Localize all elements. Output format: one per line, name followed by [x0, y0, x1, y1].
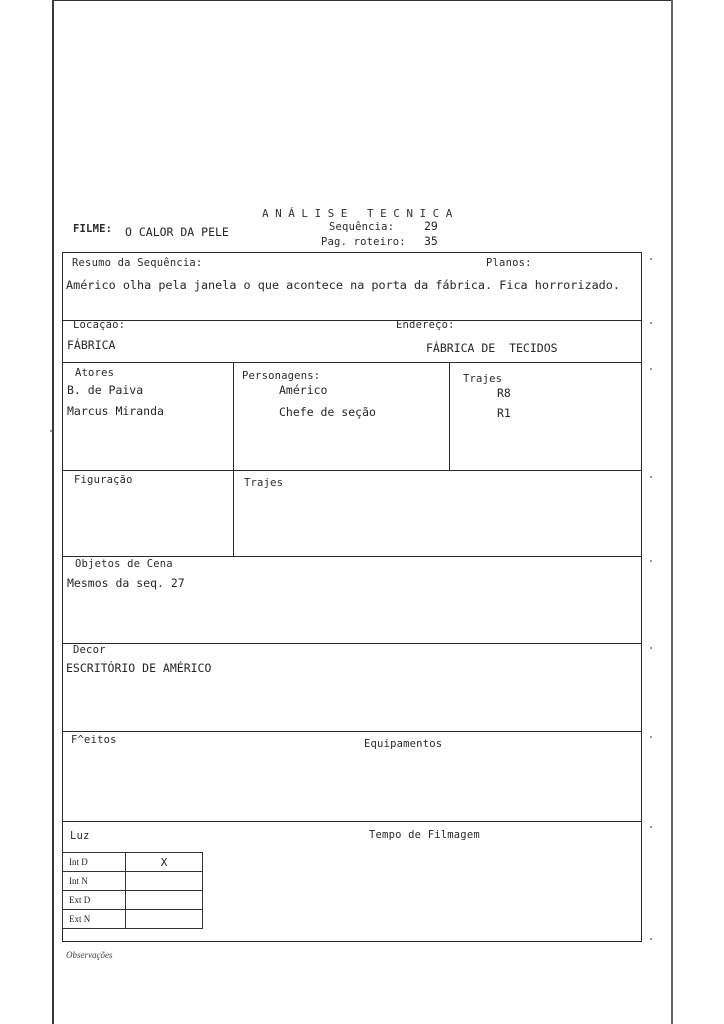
- luz-row-label: Ext D: [63, 891, 126, 910]
- sequencia-label: Sequência:: [329, 221, 395, 233]
- divider-figuracao: [62, 556, 642, 557]
- objetos-value: Mesmos da seq. 27: [67, 576, 185, 590]
- form-frame: [62, 252, 642, 942]
- planos-label: Planos:: [486, 257, 532, 269]
- decor-value: ESCRITÓRIO DE AMÉRICO: [66, 661, 212, 675]
- divider-locacao: [62, 362, 642, 363]
- figuracao-label: Figuração: [74, 474, 133, 486]
- figuracao-trajes-label: Trajes: [244, 477, 284, 489]
- locacao-value: FÁBRICA: [67, 338, 116, 352]
- filme-label: FILME:: [73, 223, 113, 235]
- endereco-label: Endereço:: [396, 319, 455, 331]
- equipamentos-label: Equipamentos: [364, 738, 443, 750]
- luz-row-ext-n: [63, 910, 203, 929]
- traje-2: R1: [497, 406, 511, 420]
- luz-row-mark: X: [126, 853, 203, 872]
- personagens-label: Personagens:: [242, 370, 321, 382]
- scan-dot: [650, 938, 652, 940]
- atores-label: Atores: [75, 367, 115, 379]
- scan-dot: [650, 647, 652, 649]
- divider-personagens: [449, 362, 450, 470]
- luz-label: Luz: [70, 830, 90, 842]
- observacoes-label: Observações: [66, 950, 113, 960]
- pag-roteiro-label: Pag. roteiro:: [321, 236, 406, 248]
- page-right-edge: [671, 0, 673, 1024]
- page-top-edge: [52, 0, 672, 1]
- luz-table: [62, 852, 203, 929]
- page-left-edge: [52, 0, 54, 1024]
- filme-value: O CALOR DA PELE: [125, 225, 229, 239]
- divider-atores: [233, 362, 234, 556]
- pag-roteiro-value: 35: [424, 234, 438, 248]
- scan-dot: [650, 736, 652, 738]
- personagem-2: Chefe de seção: [279, 405, 376, 419]
- luz-row-mark: [126, 910, 203, 929]
- divider-resumo: [62, 320, 642, 321]
- resumo-text: Américo olha pela janela o que acontece na porta da fábrica. Fica horrorizado.: [66, 278, 620, 292]
- divider-efeitos: [62, 821, 642, 822]
- resumo-label: Resumo da Sequência:: [72, 257, 203, 269]
- divider-decor: [62, 731, 642, 732]
- endereco-value: FÁBRICA DE TECIDOS: [426, 341, 558, 355]
- tempo-filmagem-label: Tempo de Filmagem: [369, 829, 480, 841]
- luz-row-int-d: [63, 853, 203, 872]
- luz-row-label: Ext N: [63, 910, 126, 929]
- luz-row-int-n: [63, 872, 203, 891]
- efeitos-label: F^eitos: [71, 734, 117, 746]
- scan-dot: [50, 430, 52, 432]
- form-title: ANÁLISE TECNICA: [262, 207, 459, 220]
- scan-dot: [650, 322, 652, 324]
- scan-dot: [650, 476, 652, 478]
- personagem-1: Américo: [279, 383, 328, 397]
- scan-dot: [650, 826, 652, 828]
- sequencia-value: 29: [424, 219, 438, 233]
- ator-2: Marcus Miranda: [67, 404, 164, 418]
- luz-row-mark: [126, 872, 203, 891]
- traje-1: R8: [497, 386, 511, 400]
- luz-row-label: Int N: [63, 872, 126, 891]
- decor-label: Decor: [73, 644, 106, 656]
- luz-row-ext-d: [63, 891, 203, 910]
- ator-1: B. de Paiva: [67, 383, 144, 397]
- scan-dot: [650, 368, 652, 370]
- luz-row-mark: [126, 891, 203, 910]
- scan-dot: [650, 560, 652, 562]
- divider-elenco: [62, 470, 642, 471]
- divider-objetos: [62, 643, 642, 644]
- luz-row-label: Int D: [63, 853, 126, 872]
- objetos-label: Objetos de Cena: [75, 558, 173, 570]
- trajes-label: Trajes: [463, 373, 503, 385]
- scan-dot: [650, 258, 652, 260]
- locacao-label: Locação:: [73, 319, 126, 331]
